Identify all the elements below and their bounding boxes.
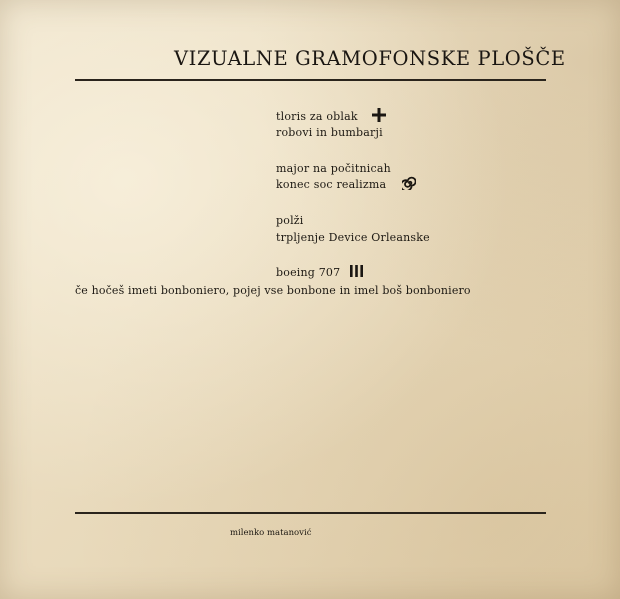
bottom-divider bbox=[75, 512, 546, 514]
spiral-icon bbox=[402, 176, 416, 190]
track-line-1: tloris za oblak bbox=[276, 110, 358, 123]
plus-cross-icon bbox=[372, 108, 386, 122]
top-divider bbox=[75, 79, 546, 81]
track-line-5: polži bbox=[276, 214, 304, 227]
track-line-2: robovi in bumbarji bbox=[276, 126, 383, 139]
track-line-6: trpljenje Device Orleanske bbox=[276, 231, 430, 244]
track-line-8: če hočeš imeti bonboniero, pojej vse bonbone in imel boš bonboniero bbox=[75, 284, 471, 297]
track-line-7: boeing 707 bbox=[276, 266, 341, 279]
three-bars-icon bbox=[350, 265, 363, 277]
track-line-4: konec soc realizma bbox=[276, 178, 387, 191]
author-name: milenko matanović bbox=[230, 528, 312, 538]
page-title: VIZUALNE GRAMOFONSKE PLOŠČE bbox=[174, 47, 566, 70]
track-line-3: major na počitnicah bbox=[276, 162, 391, 175]
